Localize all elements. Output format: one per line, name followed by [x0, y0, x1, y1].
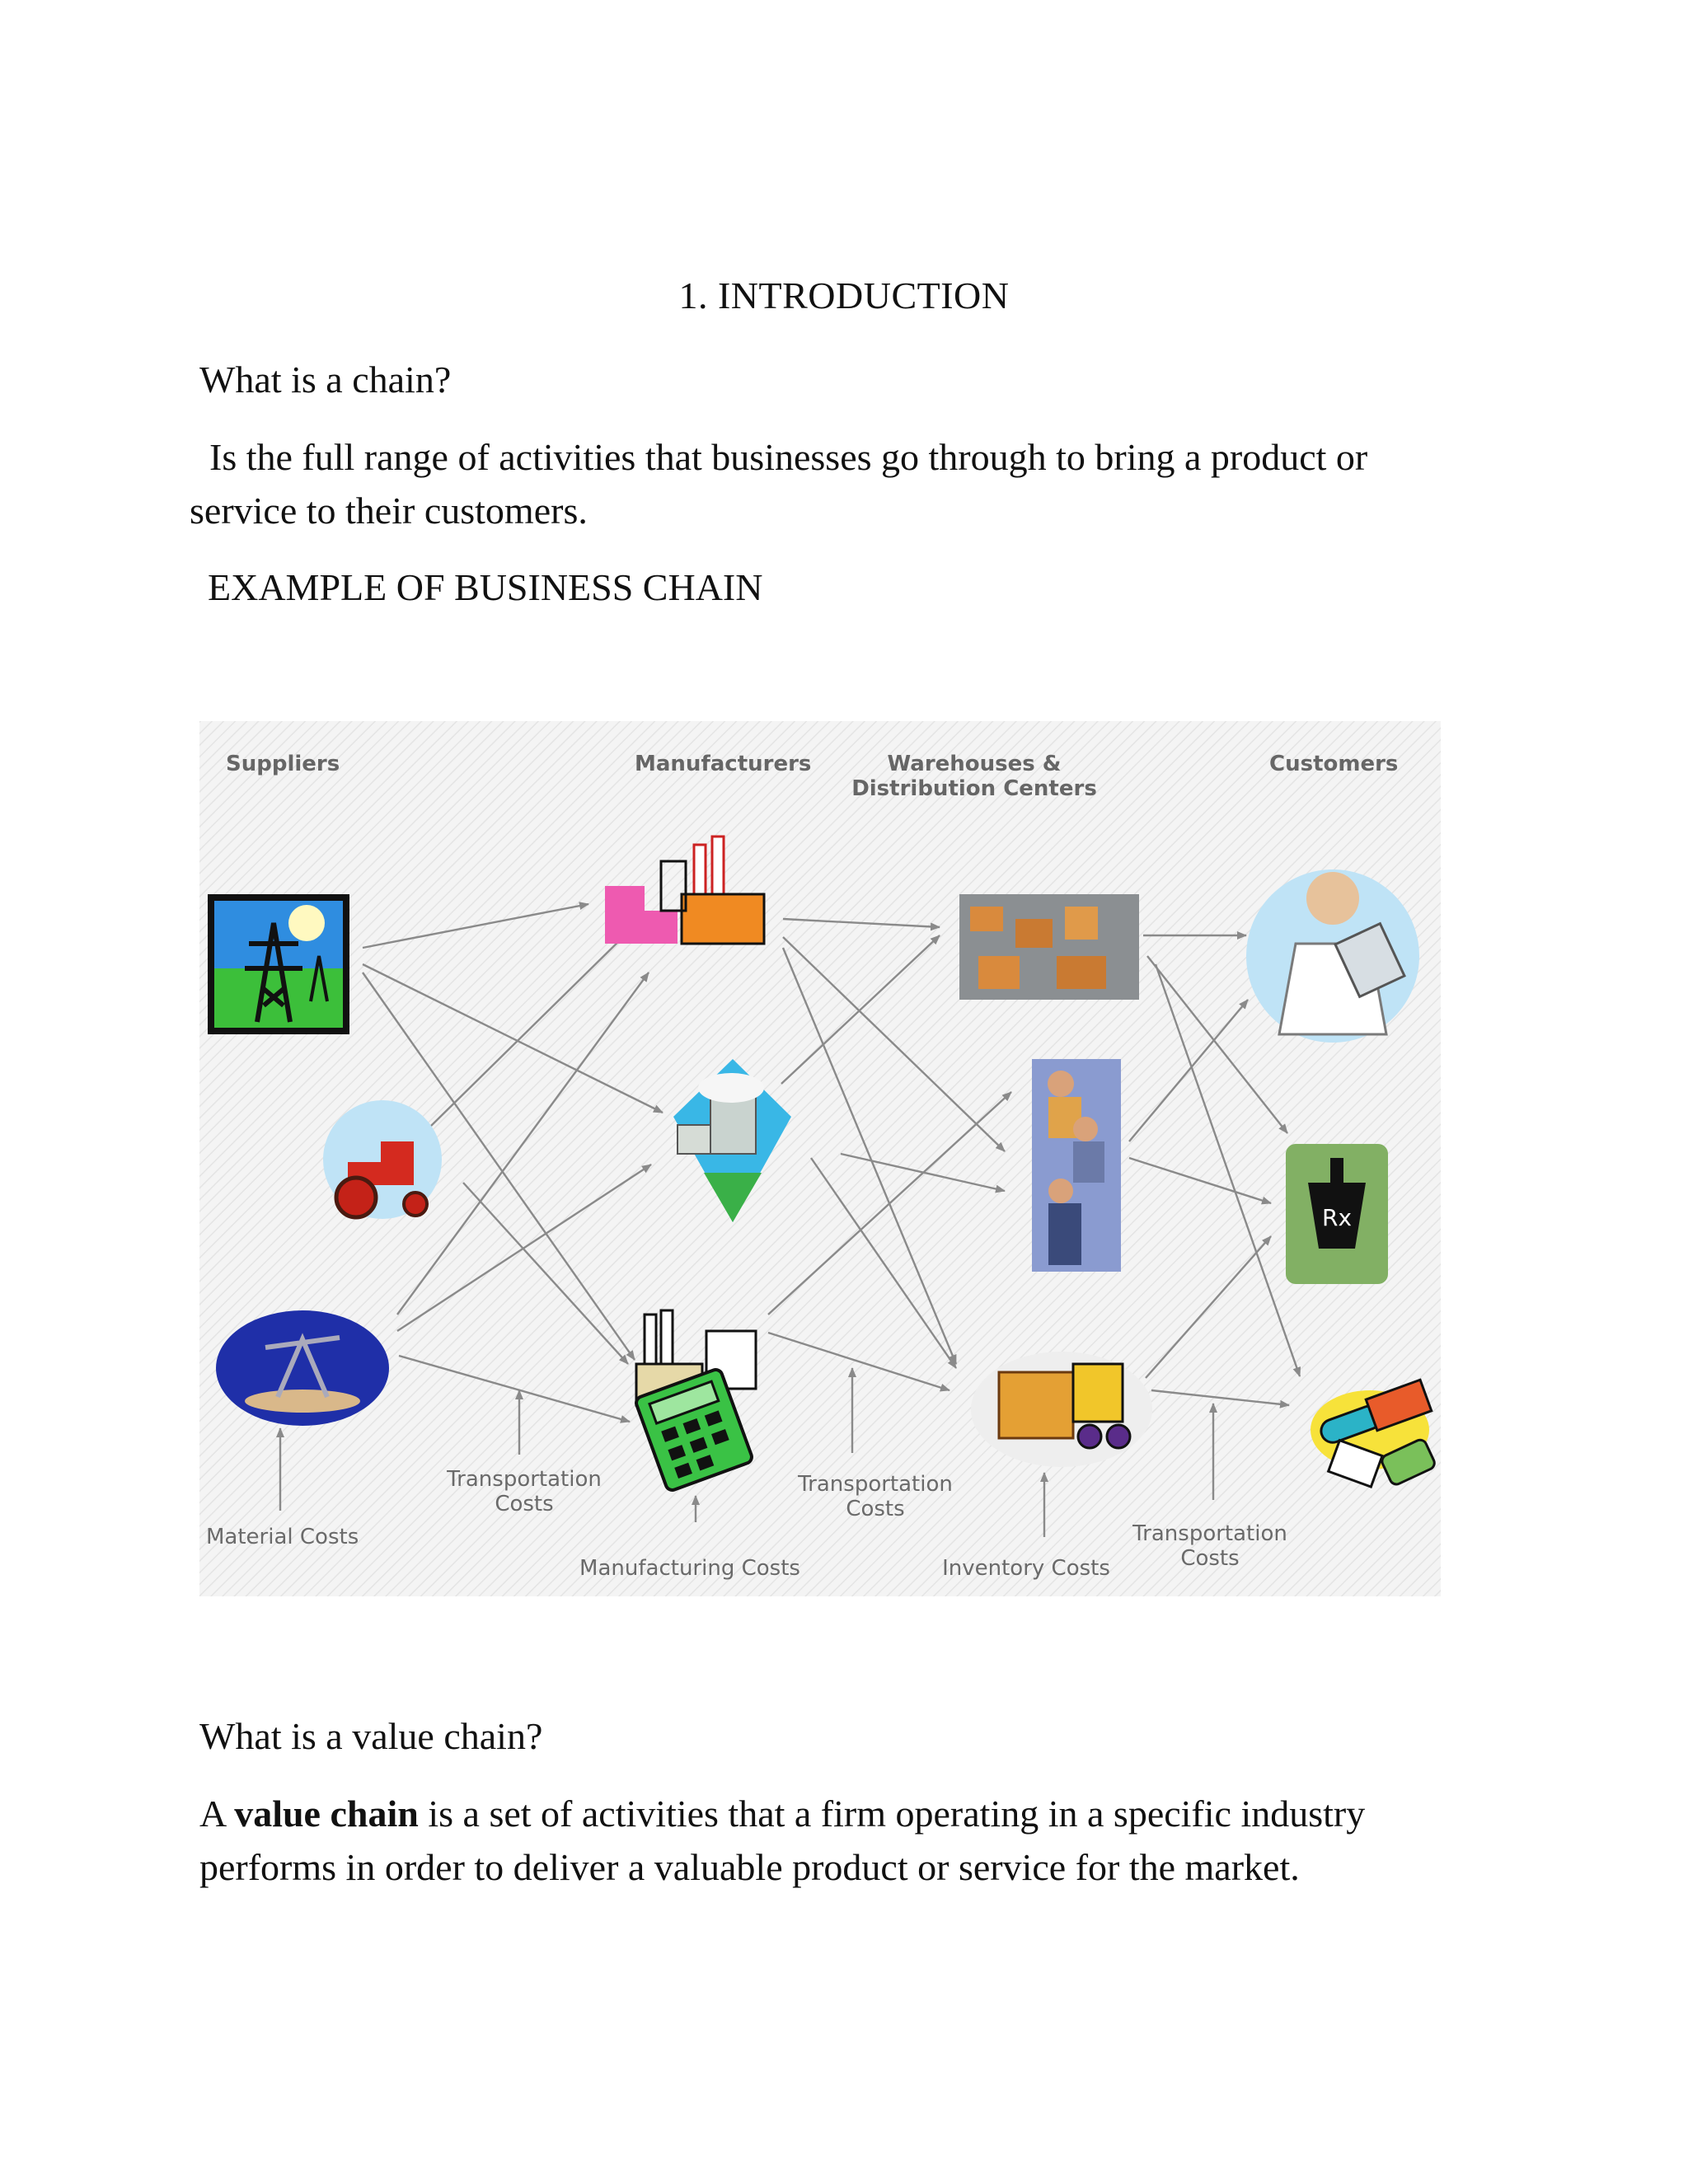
header-customers: Customers — [1269, 752, 1399, 776]
header-manufacturers: Manufacturers — [635, 752, 812, 776]
label-transport-b-line1: Transportation — [798, 1472, 953, 1497]
example-title: EXAMPLE OF BUSINESS CHAIN — [208, 566, 763, 608]
warehouse-icon — [959, 894, 1139, 1000]
tractor-icon — [323, 1100, 442, 1219]
answer-value-chain-prefix: A — [199, 1793, 235, 1835]
power-tower-icon — [208, 894, 349, 1034]
answer-value-chain — [199, 1787, 1452, 1894]
workers-icon — [1032, 1059, 1121, 1272]
answer-value-chain-line1: is a set of activities that a firm operating in a specific industry — [418, 1793, 1366, 1835]
answer-chain — [190, 430, 1452, 537]
label-inventory-costs: Inventory Costs — [942, 1556, 1110, 1581]
label-transport-c-line2: Costs — [1180, 1546, 1240, 1571]
term-value-chain: value chain — [234, 1793, 419, 1835]
question-chain: What is a chain? — [199, 359, 452, 401]
oil-pump-icon — [216, 1310, 389, 1426]
label-transport-a-line1: Transportation — [447, 1467, 602, 1492]
label-manufacturing-costs: Manufacturing Costs — [579, 1556, 800, 1581]
supply-chain-diagram — [199, 721, 1441, 1596]
header-suppliers: Suppliers — [226, 752, 340, 776]
label-transport-b-line2: Costs — [846, 1497, 905, 1521]
label-material-costs: Material Costs — [206, 1525, 359, 1549]
header-warehouses-line1: Warehouses & — [887, 752, 1062, 776]
forklift-icon — [971, 1352, 1152, 1467]
label-transport-a-line2: Costs — [495, 1492, 554, 1516]
answer-chain-line2: service to their customers. — [190, 490, 588, 532]
rx-label: Rx — [1321, 1204, 1353, 1231]
pharmacy-rx-icon — [1286, 1144, 1388, 1284]
label-transport-c-line1: Transportation — [1132, 1521, 1287, 1546]
question-value-chain: What is a value chain? — [199, 1715, 543, 1757]
header-warehouses-line2: Distribution Centers — [851, 776, 1097, 801]
answer-chain-line1: Is the full range of activities that businesses go through to bring a product or — [209, 436, 1368, 478]
answer-value-chain-line2: performs in order to deliver a valuable product or service for the market. — [199, 1846, 1300, 1888]
doctor-icon — [1246, 869, 1419, 1043]
section-heading: 1. INTRODUCTION — [678, 274, 1010, 316]
